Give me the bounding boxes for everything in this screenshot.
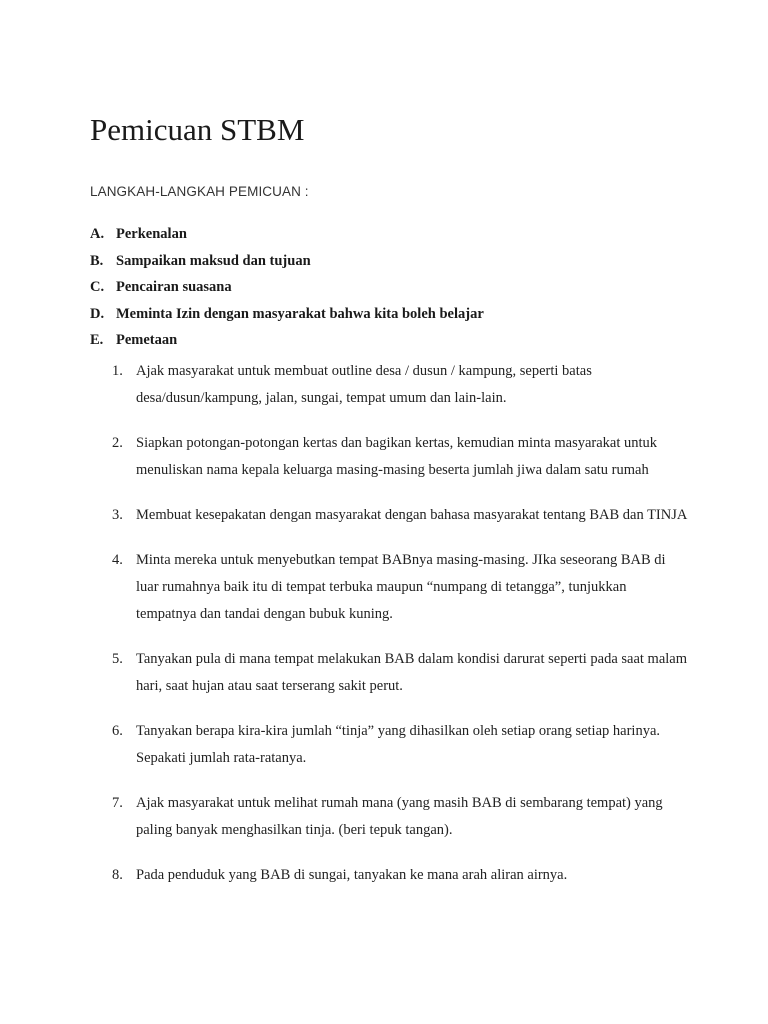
list-marker: B. bbox=[90, 252, 104, 269]
numbered-list-item bbox=[112, 358, 688, 412]
list-marker: 2. bbox=[112, 434, 123, 451]
list-marker: 5. bbox=[112, 650, 123, 667]
list-marker: A. bbox=[90, 226, 105, 242]
list-item-text: Ajak masyarakat untuk melihat rumah mana (yang masih BAB di sembarang tempat) yang paling banyak menghasilkan tinja. (beri tepuk tangan). bbox=[136, 794, 663, 838]
list-item-text: Perkenalan bbox=[116, 226, 187, 242]
numbered-list-item bbox=[112, 790, 688, 844]
list-marker: 8. bbox=[112, 866, 123, 883]
numbered-list-item bbox=[112, 547, 688, 628]
numbered-list-item bbox=[112, 502, 688, 529]
numbered-list-item bbox=[112, 862, 688, 889]
list-item-text: Ajak masyarakat untuk membuat outline desa / dusun / kampung, seperti batas desa/dusun/kampung, jalan, sungai, tempat umum dan lain-lain. bbox=[136, 362, 592, 406]
list-item-text: Sampaikan maksud dan tujuan bbox=[116, 252, 311, 269]
list-item-text: Minta mereka untuk menyebutkan tempat BABnya masing-masing. JIka seseorang BAB di luar rumahnya baik itu di tempat terbuka maupun “numpang di tetangga”, tunjukkan tempatnya dan tandai dengan bubuk kuning. bbox=[136, 551, 666, 622]
document-title: Pemicuan STBM bbox=[90, 112, 305, 147]
list-item-text: Membuat kesepakatan dengan masyarakat dengan bahasa masyarakat tentang BAB dan TINJA bbox=[136, 506, 688, 523]
numbered-list-item bbox=[112, 646, 688, 700]
numbered-list bbox=[90, 358, 688, 889]
alpha-list-item bbox=[90, 327, 688, 354]
list-item-text: Pemetaan bbox=[116, 332, 178, 348]
list-marker: E. bbox=[90, 332, 104, 348]
list-marker: 1. bbox=[112, 362, 123, 379]
list-item-text: Pencairan suasana bbox=[116, 279, 232, 295]
list-item-text: Tanyakan pula di mana tempat melakukan BAB dalam kondisi darurat seperti pada saat malam hari, saat hujan atau saat terserang sakit perut. bbox=[136, 650, 688, 694]
list-item-text: Tanyakan berapa kira-kira jumlah “tinja” yang dihasilkan oleh setiap orang setiap harinya. Sepakati jumlah rata-ratanya. bbox=[136, 722, 661, 766]
alpha-list-item bbox=[90, 274, 688, 301]
list-item-text: Pada penduduk yang BAB di sungai, tanyakan ke mana arah aliran airnya. bbox=[136, 866, 568, 883]
numbered-list-item bbox=[112, 718, 688, 772]
numbered-list-item bbox=[112, 430, 688, 484]
alpha-list-item bbox=[90, 301, 688, 328]
list-item-text: Meminta Izin dengan masyarakat bahwa kita boleh belajar bbox=[116, 305, 484, 322]
list-marker: D. bbox=[90, 305, 105, 322]
list-marker: C. bbox=[90, 279, 105, 295]
alpha-list-item bbox=[90, 221, 688, 248]
list-marker: 3. bbox=[112, 506, 123, 523]
section-heading: LANGKAH-LANGKAH PEMICUAN : bbox=[90, 184, 309, 199]
alpha-list bbox=[90, 221, 688, 354]
alpha-list-item bbox=[90, 248, 688, 275]
list-marker: 6. bbox=[112, 722, 123, 739]
list-item-text: Siapkan potongan-potongan kertas dan bagikan kertas, kemudian minta masyarakat untuk menuliskan nama kepala keluarga masing-masing beserta jumlah jiwa dalam satu rumah bbox=[136, 434, 658, 478]
list-marker: 7. bbox=[112, 794, 123, 811]
list-marker: 4. bbox=[112, 551, 123, 568]
